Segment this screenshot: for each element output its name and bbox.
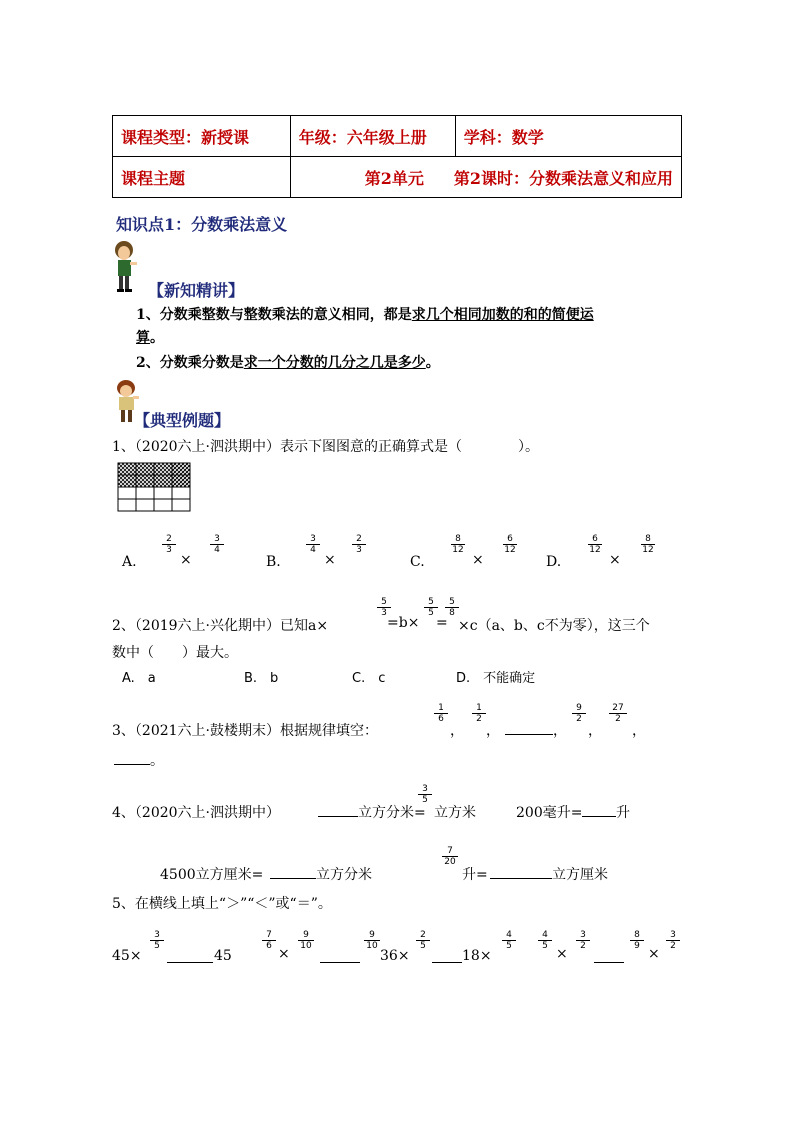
q1-option-d: D.	[546, 554, 562, 570]
q1-frac-a1: $\frac{2}{3}$	[162, 534, 176, 555]
q4-frac-1: $\frac{3}{5}$	[418, 784, 432, 805]
point-1-text: 1、分数乘整数与整数乘法的意义相同，都是	[136, 307, 412, 323]
q3-sep: ，	[486, 723, 500, 739]
q3-sep: ，	[553, 723, 567, 739]
q4-line2-d: 立方厘米	[552, 867, 608, 883]
times-sign: ×	[180, 552, 192, 568]
fraction-grid-figure	[117, 462, 193, 512]
q3-blank-2[interactable]	[114, 752, 150, 765]
q5-frac-2: $\frac{7}{6}$	[262, 930, 276, 951]
q1-frac-c2: $\frac{6}{12}$	[504, 534, 516, 555]
point-2-emphasis: 求一个分数的几分之几是多少	[243, 355, 426, 371]
lesson-label: 第2课时：分数乘法意义和应用	[453, 168, 673, 188]
q4-blank-1[interactable]	[318, 804, 358, 817]
new-knowledge-label: 【新知精讲】	[148, 281, 245, 300]
question-4-text: 4、（2020六上·泗洪期中）	[112, 805, 280, 821]
q4-line2-c: 升=	[462, 867, 488, 883]
q1-frac-b2: $\frac{2}{3}$	[352, 534, 366, 555]
times-sign: ×	[648, 946, 660, 962]
q4-unit-2: 立方米	[434, 805, 476, 821]
times-sign: ×	[556, 946, 568, 962]
knowledge-title: 知识点1：分数乘法意义	[116, 215, 288, 234]
q1-frac-a2: $\frac{3}{4}$	[210, 534, 224, 555]
q5-frac-1: $\frac{3}{5}$	[150, 930, 164, 951]
point-1	[136, 304, 594, 324]
q3-blank-1[interactable]	[505, 722, 553, 735]
q5-45-times: 45×	[112, 948, 142, 964]
course-type: 课程类型：新授课	[113, 116, 291, 157]
topic-label: 课程主题	[113, 157, 291, 198]
point-1-emphasis-end: 算	[136, 330, 150, 346]
point-1-period: 。	[150, 330, 164, 346]
q3-sep: ，	[588, 723, 602, 739]
q2-option-d: D. 不能确定	[456, 671, 536, 686]
q4-line2-a: 4500立方厘米=	[160, 867, 264, 883]
subject: 学科：数学	[455, 116, 681, 157]
q3-sep: ，	[450, 723, 464, 739]
q2-option-b: B. b	[244, 671, 279, 686]
course-header-table	[112, 115, 682, 198]
q3-frac-1: $\frac{1}{6}$	[434, 703, 448, 724]
q4-blank-4[interactable]	[490, 866, 552, 879]
q5-frac-8: $\frac{3}{2}$	[576, 930, 590, 951]
q1-frac-b1: $\frac{3}{4}$	[306, 534, 320, 555]
question-2-part-c: =	[436, 615, 448, 631]
times-sign: ×	[278, 946, 290, 962]
grade: 年级：六年级上册	[290, 116, 455, 157]
q5-frac-5: $\frac{2}{5}$	[416, 930, 430, 951]
q4-blank-2[interactable]	[582, 804, 616, 817]
q5-frac-10: $\frac{3}{2}$	[666, 930, 680, 951]
q2-option-a: A. a	[122, 671, 156, 686]
times-sign: ×	[472, 552, 484, 568]
q2-frac-1: $\frac{5}{3}$	[377, 597, 391, 618]
times-sign: ×	[324, 552, 336, 568]
q1-frac-d1: $\frac{6}{12}$	[589, 534, 601, 555]
question-2-part-b: =b×	[387, 615, 420, 631]
q3-frac-4: $\frac{27}{2}$	[609, 703, 627, 724]
question-2-part-a: 2、（2019六上·兴化期中）已知a×	[112, 618, 329, 634]
q5-blank-2[interactable]	[320, 950, 360, 963]
q1-option-c: C.	[410, 554, 425, 570]
q4-blank-3[interactable]	[270, 866, 316, 879]
q3-frac-2: $\frac{1}{2}$	[472, 703, 486, 724]
point-1-cont	[136, 327, 164, 347]
question-3-text: 3、（2021六上·鼓楼期末）根据规律填空：	[112, 723, 378, 739]
examples-label: 【典型例题】	[134, 411, 231, 430]
point-2-period: 。	[425, 355, 440, 371]
unit-label: 第2单元	[364, 168, 424, 188]
q4-frac-2: $\frac{7}{20}$	[442, 846, 458, 867]
q2-frac-2: $\frac{5}{5}$	[424, 597, 438, 618]
q4-line2-b: 立方分米	[316, 867, 372, 883]
teacher-character-icon	[110, 238, 140, 294]
point-2	[136, 352, 440, 372]
q5-18-times: 18×	[462, 948, 492, 964]
q5-frac-6: $\frac{4}{5}$	[502, 930, 516, 951]
q3-end: 。	[150, 753, 164, 769]
q1-frac-d2: $\frac{8}{12}$	[642, 534, 654, 555]
q4-unit-3: 升	[616, 805, 630, 821]
question-2-part-d: ×c（a、b、c不为零），这三个	[458, 618, 650, 634]
q5-blank-3[interactable]	[432, 950, 462, 963]
q3-frac-3: $\frac{9}{2}$	[572, 703, 586, 724]
q5-36-times: 36×	[380, 948, 410, 964]
point-1-emphasis: 求几个相同加数的和的简便运	[411, 307, 594, 323]
q5-45: 45	[214, 948, 232, 964]
q1-option-a: A.	[122, 554, 137, 570]
question-2-line-2: 数中（ ）最大。	[112, 645, 238, 661]
q5-frac-3: $\frac{9}{10}$	[298, 930, 314, 951]
q3-sep: ，	[632, 723, 646, 739]
q1-option-b: B.	[266, 554, 281, 570]
q5-frac-4: $\frac{9}{10}$	[364, 930, 380, 951]
point-2-text: 2、分数乘分数是	[136, 355, 244, 371]
topic-value	[290, 157, 681, 198]
q5-frac-9: $\frac{8}{9}$	[630, 930, 644, 951]
q5-blank-1[interactable]	[167, 950, 213, 963]
question-1-text: 1、（2020六上·泗洪期中）表示下图图意的正确算式是（ ）。	[112, 439, 539, 455]
q4-unit-1: 立方分米=	[358, 805, 426, 821]
q4-ml: 200毫升=	[516, 805, 583, 821]
q2-option-c: C. c	[352, 671, 386, 686]
q5-frac-7: $\frac{4}{5}$	[538, 930, 552, 951]
q5-blank-4[interactable]	[594, 950, 624, 963]
times-sign: ×	[609, 552, 621, 568]
q2-frac-3: $\frac{5}{8}$	[445, 597, 459, 618]
q1-frac-c1: $\frac{8}{12}$	[452, 534, 464, 555]
question-5-text: 5、在横线上填上“＞”“＜”或“＝”。	[112, 896, 332, 912]
